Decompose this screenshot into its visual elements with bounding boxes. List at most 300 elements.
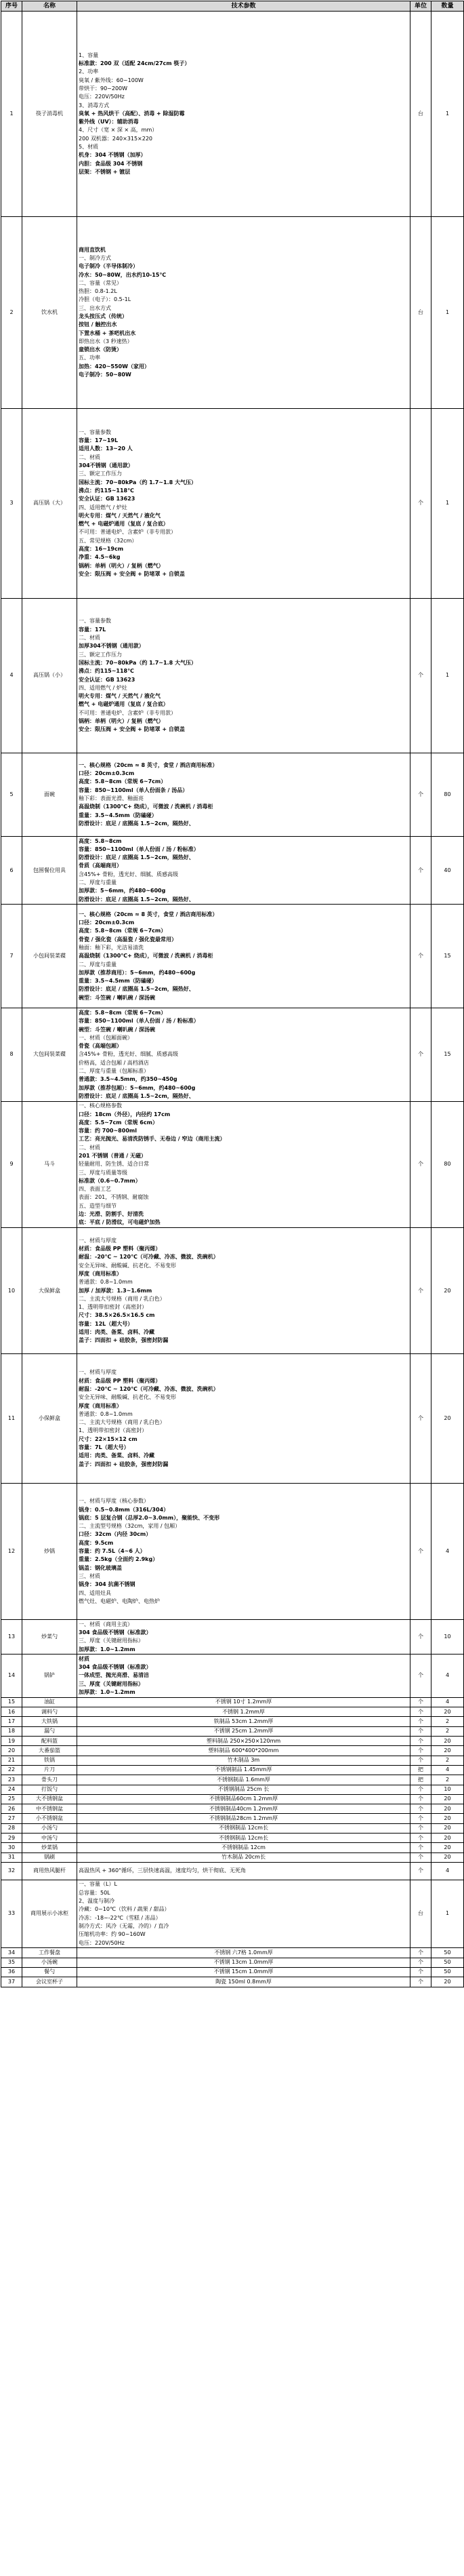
spec-line: 锅柄：单柄（明火）/ 复柄（燃气） xyxy=(79,562,164,569)
row-unit: 个 xyxy=(410,1862,431,1880)
row-no: 20 xyxy=(1,1746,22,1756)
row-spec xyxy=(77,599,410,753)
spec-line: 适用：肉类、备菜、卤料、冷藏 xyxy=(79,1452,154,1459)
spec-line: 层架：不锈钢 + 镀层 xyxy=(79,168,131,175)
row-qty: 50 xyxy=(431,1958,464,1967)
spec-line: 不锈钢制品 25cm 长 xyxy=(217,1786,270,1793)
row-no: 34 xyxy=(1,1948,22,1958)
row-name: 炒菜勺 xyxy=(22,1620,77,1654)
row-no: 10 xyxy=(1,1228,22,1354)
spec-line: 二、材质 xyxy=(79,1144,100,1151)
row-spec xyxy=(77,1654,410,1698)
row-unit: 个 xyxy=(410,409,431,599)
spec-line: 电压：220V/50Hz xyxy=(79,1939,125,1946)
spec-line: 三、额定工作压力 xyxy=(79,471,122,477)
row-spec xyxy=(77,1008,410,1101)
spec-line: 材质：食品级 PP 塑料（聚丙烯） xyxy=(79,1246,161,1252)
row-spec xyxy=(77,217,410,409)
row-qty: 1 xyxy=(431,217,464,409)
row-qty: 20 xyxy=(431,1737,464,1746)
row-no: 32 xyxy=(1,1862,22,1880)
spec-line: 一、材质与厚度 xyxy=(79,1237,117,1244)
spec-line: 价格高，适合包厢 / 高档酒店 xyxy=(79,1059,149,1066)
row-qty: 2 xyxy=(431,1726,464,1736)
spec-line: 高度：5.8~8cm（常规 6~7cm） xyxy=(79,778,167,785)
spec-line: 燃气灶、电磁炉、电陶炉、电热炉 xyxy=(79,1598,160,1604)
row-name: 饮水机 xyxy=(22,217,77,409)
row-unit: 个 xyxy=(410,1737,431,1746)
row-spec xyxy=(77,1228,410,1354)
row-spec xyxy=(77,1775,410,1785)
row-qty: 20 xyxy=(431,1746,464,1756)
spec-line: 高温热风 + 360°循环，三层快速高温，速度均匀，烘干彻底、无死角 xyxy=(79,1867,247,1874)
row-qty: 1 xyxy=(431,1880,464,1947)
spec-line: 冷藏：0~10℃（饮料 / 蔬果 / 甜品） xyxy=(79,1906,170,1913)
spec-line: 明火专用：煤气 / 天然气 / 液化气 xyxy=(79,693,161,700)
row-spec xyxy=(77,753,410,837)
row-qty: 80 xyxy=(431,1101,464,1228)
row-unit: 台 xyxy=(410,12,431,217)
spec-line: 四、适用燃气 / 炉灶 xyxy=(79,504,127,511)
table-row xyxy=(1,1620,464,1654)
spec-line: 5、材质 xyxy=(79,144,99,151)
row-qty: 20 xyxy=(431,1794,464,1804)
spec-line: 容量：12L（超大号） xyxy=(79,1320,133,1327)
row-name: 中汤勺 xyxy=(22,1834,77,1843)
spec-line: 不锈钢制品 1.45mm厚 xyxy=(215,1766,272,1773)
row-spec xyxy=(77,1958,410,1967)
spec-line: 不锈钢制品 1.6mm厚 xyxy=(217,1776,270,1783)
row-no: 1 xyxy=(1,12,22,217)
row-spec xyxy=(77,1101,410,1228)
spec-line: 标准款（0.6~0.7mm） xyxy=(79,1177,141,1184)
row-no: 25 xyxy=(1,1794,22,1804)
row-name: 配料篮 xyxy=(22,1737,77,1746)
spec-line: 适用：肉类、备菜、卤料、冷藏 xyxy=(79,1329,154,1336)
spec-line: 锅身：0.5~0.8mm（316L/304） xyxy=(79,1506,169,1513)
spec-line: 一、材质与厚度 xyxy=(79,1369,117,1376)
table-row xyxy=(1,1484,464,1620)
row-name: 小包间装菜碟 xyxy=(22,905,77,1008)
row-no: 12 xyxy=(1,1484,22,1620)
spec-line: 容量：约 700~800ml xyxy=(79,1128,137,1134)
row-spec xyxy=(77,1967,410,1977)
row-spec xyxy=(77,1697,410,1707)
row-no: 2 xyxy=(1,217,22,409)
spec-line: 尺寸：22×15×12 cm xyxy=(79,1435,138,1442)
spec-line: 防滑设计：底足 / 底圈高 1.5~2cm，隔热好、 xyxy=(79,1092,194,1099)
spec-line: 五、常见规格（32cm） xyxy=(79,537,138,544)
table-row xyxy=(1,1765,464,1775)
spec-line: 厚度（商用标准） xyxy=(79,1270,122,1277)
spec-line: 1、容量 xyxy=(79,52,99,58)
row-qty: 4 xyxy=(431,1697,464,1707)
table-row xyxy=(1,1794,464,1804)
spec-line: 燃气 + 电磁炉通用（复底 / 复合底） xyxy=(79,521,169,528)
row-no: 29 xyxy=(1,1834,22,1843)
row-name: 大不锈钢盆 xyxy=(22,1794,77,1804)
row-no: 19 xyxy=(1,1737,22,1746)
spec-line: 冷水：50~80W，出水约10-15℃ xyxy=(79,271,167,278)
spec-line: 下置水桶 + 茶吧机出水 xyxy=(79,330,136,336)
row-spec xyxy=(77,1794,410,1804)
spec-line: 一、制冷方式 xyxy=(79,254,111,261)
spec-line: 安全认证：GB 13623 xyxy=(79,676,135,683)
spec-line: 高温烧制（1300℃+ 烧成），可微波 / 洗碗机 / 消毒柜 xyxy=(79,953,213,959)
spec-line: 高度：5.8~8cm（常规 6~7cm） xyxy=(79,928,167,934)
spec-line: 不锈钢制品40cm 1.2mm厚 xyxy=(209,1805,278,1812)
table-row xyxy=(1,1746,464,1756)
spec-line: 锅柄：单柄（明火）/ 复柄（燃气） xyxy=(79,717,164,724)
row-unit: 个 xyxy=(410,1852,431,1862)
spec-line: 加厚 / 加厚款：1.3~1.6mm xyxy=(79,1287,152,1294)
spec-line: 二、材质 xyxy=(79,454,100,460)
row-unit: 个 xyxy=(410,1823,431,1833)
row-name: 工作餐盘 xyxy=(22,1948,77,1958)
row-unit: 个 xyxy=(410,1707,431,1717)
row-name: 漏勺 xyxy=(22,1726,77,1736)
row-unit: 个 xyxy=(410,753,431,837)
table-row xyxy=(1,1958,464,1967)
spec-line: 即热出水（3 秒速热） xyxy=(79,338,133,344)
spec-line: 加厚款：1.0~1.2mm xyxy=(79,1689,135,1696)
spec-line: 国标主流：70~80kPa（约 1.7~1.8 大气压） xyxy=(79,479,196,486)
table-row xyxy=(1,1228,464,1354)
row-spec xyxy=(77,837,410,905)
table-row xyxy=(1,1967,464,1977)
table-row xyxy=(1,599,464,753)
spec-line: 塑料制品 250×250×120mm xyxy=(206,1737,281,1744)
spec-line: 碗型：斗笠碗 / 喇叭碗 / 深汤碗 xyxy=(79,1026,155,1033)
spec-line: 四、适用燃气 / 炉灶 xyxy=(79,684,127,691)
row-no: 37 xyxy=(1,1977,22,1987)
spec-line: 一、容量参数 xyxy=(79,618,111,625)
row-qty: 1 xyxy=(431,409,464,599)
row-name: 锅铲 xyxy=(22,1654,77,1698)
spec-line: 陶瓷 150ml 0.8mm厚 xyxy=(215,1978,272,1985)
row-no: 16 xyxy=(1,1707,22,1717)
row-name: 商用热风腿杆 xyxy=(22,1862,77,1880)
row-qty: 20 xyxy=(431,1977,464,1987)
row-name: 高压锅（小） xyxy=(22,599,77,753)
spec-line: 304不锈钢（通用款） xyxy=(79,462,133,469)
row-unit: 个 xyxy=(410,1228,431,1354)
spec-line: 安全：限压阀 + 安全阀 + 防堵罩 + 自锁盖 xyxy=(79,570,185,577)
row-unit: 个 xyxy=(410,1008,431,1101)
spec-line: 二、主流型号规格（32cm，家用 / 包厢） xyxy=(79,1523,181,1530)
row-spec xyxy=(77,1804,410,1814)
spec-line: 防滑设计：底足 / 底圈高 1.5~2cm，隔热好、 xyxy=(79,854,194,861)
spec-line: 加厚款（推荐商用）：5~6mm，约480~600g xyxy=(79,969,196,976)
row-qty: 2 xyxy=(431,1756,464,1765)
spec-line: 按钮 / 触控出水 xyxy=(79,321,117,328)
spec-line: 紫外线（UV）：辅助消毒 xyxy=(79,119,139,125)
spec-line: 不可用：普通电炉、含素炉（非专用款） xyxy=(79,529,176,536)
spec-line: 不锈钢 25cm 1.2mm厚 xyxy=(213,1728,274,1735)
row-no: 27 xyxy=(1,1814,22,1823)
spec-line: 碗型：斗笠碗 / 喇叭碗 / 深汤碗 xyxy=(79,994,155,1001)
spec-line: 盖子：四面扣 + 硅胶条，强密封防漏 xyxy=(79,1461,169,1467)
table-row xyxy=(1,1948,464,1958)
row-no: 26 xyxy=(1,1804,22,1814)
spec-line: 釉下彩：表面光滑、釉面亮 xyxy=(79,795,144,801)
table-row xyxy=(1,1785,464,1794)
spec-line: 三、厚度（关键耐用指标） xyxy=(79,1638,144,1644)
spec-line: 二、主流大号规格（商用 / 乳白色） xyxy=(79,1295,165,1302)
row-name: 大保鲜盒 xyxy=(22,1228,77,1354)
row-name: 炒锅 xyxy=(22,1484,77,1620)
spec-line: 一、容量参数 xyxy=(79,429,111,435)
row-name: 高压锅（大） xyxy=(22,409,77,599)
row-no: 3 xyxy=(1,409,22,599)
spec-line: 一体成型、抛光亮滑、易清洁 xyxy=(79,1672,149,1679)
table-row xyxy=(1,1880,464,1947)
spec-line: 安全无异味、耐酸碱、抗老化、不易变形 xyxy=(79,1394,176,1401)
table-row xyxy=(1,1101,464,1228)
row-qty: 20 xyxy=(431,1843,464,1852)
spec-line: 加热：420~550W（家用） xyxy=(79,363,150,370)
spec-line: 制冷方式：风冷（无霜，冷的）/ 直冷 xyxy=(79,1922,169,1929)
spec-line: 201 不锈钢（普通 / 无磁） xyxy=(79,1152,146,1159)
spec-line: 不锈钢制品28cm 1.2mm厚 xyxy=(209,1815,278,1821)
row-name: 大包间装菜碟 xyxy=(22,1008,77,1101)
table-row xyxy=(1,1852,464,1862)
spec-line: 防滑设计：底足 / 底圈高 1.5~2cm，隔热好、 xyxy=(79,986,194,993)
spec-line: 轻量耐用、防生锈、适合日常 xyxy=(79,1161,149,1168)
spec-line: 4、尺寸（宽 × 深 × 高，mm） xyxy=(79,127,158,134)
spec-line: 竹木制品 3m xyxy=(227,1757,260,1764)
spec-line: 三、额定工作压力 xyxy=(79,651,122,658)
spec-line: 二、厚度与重量（包厢标准） xyxy=(79,1067,149,1074)
row-no: 7 xyxy=(1,905,22,1008)
spec-line: 不锈钢 15cm 1.0mm厚 xyxy=(213,1968,274,1975)
spec-line: 机身：304 不锈钢（加厚） xyxy=(79,152,146,159)
header-qty: 数量 xyxy=(431,1,464,12)
row-qty: 20 xyxy=(431,1834,464,1843)
spec-line: 一、材质（包厢面碗） xyxy=(79,1034,133,1041)
row-unit: 个 xyxy=(410,1977,431,1987)
row-spec xyxy=(77,12,410,217)
row-spec xyxy=(77,409,410,599)
row-unit: 个 xyxy=(410,1814,431,1823)
row-no: 17 xyxy=(1,1717,22,1726)
spec-line: 一、核心规格（20cm ≈ 8 英寸，食堂 / 酒店商用标准） xyxy=(79,761,218,768)
spec-line: 含45%+ 骨粉，透光好、细腻、质感高级 xyxy=(79,871,179,877)
row-qty: 10 xyxy=(431,1785,464,1794)
spec-line: 不锈钢制品 12cm xyxy=(222,1844,266,1850)
row-unit: 把 xyxy=(410,1765,431,1775)
row-spec xyxy=(77,1765,410,1775)
row-spec xyxy=(77,1948,410,1958)
row-name: 大番茄篮 xyxy=(22,1746,77,1756)
row-qty: 1 xyxy=(431,12,464,217)
row-qty: 20 xyxy=(431,1804,464,1814)
row-unit: 台 xyxy=(410,217,431,409)
row-no: 23 xyxy=(1,1775,22,1785)
row-name: 中不锈钢盆 xyxy=(22,1804,77,1814)
row-no: 22 xyxy=(1,1765,22,1775)
table-row xyxy=(1,1804,464,1814)
spec-line: 容量：850~1100ml（单人份面 / 汤 / 粉标准） xyxy=(79,1018,199,1025)
spec-line: 口径：18cm（外径），内径约 17cm xyxy=(79,1111,171,1117)
spec-line: 加厚款（推荐包厢）：5~6mm，约480~600g xyxy=(79,1084,196,1091)
spec-line: 1、透明带扣密封（高密封） xyxy=(79,1427,148,1434)
spec-line: 不可用：普通电炉、含素炉（非专用款） xyxy=(79,709,176,716)
spec-line: 加厚款：5~6mm，约480~600g xyxy=(79,888,166,894)
spec-line: 四、适用灶具 xyxy=(79,1589,111,1596)
spec-line: 安全认证：GB 13623 xyxy=(79,496,135,502)
row-name: 小保鲜盒 xyxy=(22,1354,77,1484)
spec-line: 五、造型与细节 xyxy=(79,1202,117,1209)
row-spec xyxy=(77,1880,410,1947)
row-qty: 20 xyxy=(431,1354,464,1484)
spec-line: 口径：32cm（内径 30cm） xyxy=(79,1531,152,1538)
spec-line: 普通款：0.8~1.0mm xyxy=(79,1279,133,1286)
spec-line: 一、容量（L）L xyxy=(79,1881,117,1888)
spec-line: 耐温：-20℃ ~ 120℃（可冷藏、冷冻、微波、洗碗机） xyxy=(79,1386,219,1392)
spec-line: 二、厚度与重量 xyxy=(79,879,117,886)
spec-line: 尺寸：38.5×26.5×16.5 cm xyxy=(79,1312,155,1319)
spec-line: 边：光滑、防割手、好清洗 xyxy=(79,1211,144,1218)
row-unit: 个 xyxy=(410,1958,431,1967)
spec-line: 底：平底 / 防滑纹，可电磁炉加热 xyxy=(79,1219,161,1226)
spec-line: 重量：2.5kg（全面约 2.9kg） xyxy=(79,1556,159,1563)
row-name: 铁锅 xyxy=(22,1756,77,1765)
table-row xyxy=(1,1707,464,1717)
row-no: 36 xyxy=(1,1967,22,1977)
row-qty: 40 xyxy=(431,837,464,905)
spec-line: 容量：850~1100ml（单人份面 / 汤 / 粉标准） xyxy=(79,846,199,852)
row-unit: 个 xyxy=(410,1654,431,1698)
table-row xyxy=(1,905,464,1008)
spec-line: 锅盖：钢化玻璃盖 xyxy=(79,1564,122,1571)
spec-line: 锅身：304 抗菌不锈钢 xyxy=(79,1581,135,1588)
spec-line: 高温烧制（1300℃+ 烧成），可微波 / 洗碗机 / 消毒柜 xyxy=(79,804,213,810)
table-row xyxy=(1,753,464,837)
row-qty: 2 xyxy=(431,1717,464,1726)
spec-line: 高度：5.8~8cm（常规 6~7cm） xyxy=(79,1009,167,1016)
spec-line: 高度：5.8~8cm xyxy=(79,837,122,844)
table-row xyxy=(1,1862,464,1880)
row-name: 小不锈钢盆 xyxy=(22,1814,77,1823)
row-spec xyxy=(77,1707,410,1717)
row-unit: 个 xyxy=(410,599,431,753)
spec-line: 冷冻：-18~-22℃（雪糕 / 冻品） xyxy=(79,1914,161,1921)
header-spec: 技术参数 xyxy=(77,1,410,12)
spec-line: 不锈钢制品 12cm长 xyxy=(219,1825,268,1831)
spec-line: 三、厚度（关键耐用指标） xyxy=(79,1680,144,1687)
spec-line: 厚度（商用标准） xyxy=(79,1402,122,1409)
row-no: 31 xyxy=(1,1852,22,1862)
table-row xyxy=(1,1008,464,1101)
row-spec xyxy=(77,1834,410,1843)
spec-line: 一、材质（商用主流） xyxy=(79,1621,133,1627)
header-no: 序号 xyxy=(1,1,22,12)
row-qty: 20 xyxy=(431,1852,464,1862)
spec-line: 普通款：0.8~1.0mm xyxy=(79,1410,133,1417)
row-name: 商用展示小冰柜 xyxy=(22,1880,77,1947)
spec-line: 竹木制品 20cm长 xyxy=(222,1854,266,1861)
row-spec xyxy=(77,1717,410,1726)
spec-line: 二、材质 xyxy=(79,635,100,641)
spec-line: 容量：17~19L xyxy=(79,437,119,444)
row-qty: 4 xyxy=(431,1765,464,1775)
row-spec xyxy=(77,1785,410,1794)
row-no: 6 xyxy=(1,837,22,905)
spec-line: 普通款：3.5~4.5mm，约350~450g xyxy=(79,1076,177,1083)
row-unit: 台 xyxy=(410,1880,431,1947)
row-spec xyxy=(77,905,410,1008)
row-no: 35 xyxy=(1,1958,22,1967)
row-qty: 50 xyxy=(431,1948,464,1958)
table-row xyxy=(1,1843,464,1852)
spec-line: 电子制冷：50~80W xyxy=(79,372,131,378)
spec-line: 不锈钢 13cm 1.0mm厚 xyxy=(213,1959,274,1966)
row-name: 餐勺 xyxy=(22,1967,77,1977)
spec-line: 塑料制品 600*400*200mm xyxy=(208,1747,279,1753)
spec-line: 高度：16~19cm xyxy=(79,545,124,552)
row-name: 包围餐位用具 xyxy=(22,837,77,905)
spec-line: 材质：食品级 PP 塑料（聚丙烯） xyxy=(79,1377,161,1384)
spec-line: 二、主流大号规格（商用 / 乳白色） xyxy=(79,1419,165,1426)
row-spec xyxy=(77,1484,410,1620)
spec-line: 不锈钢制品 12cm长 xyxy=(219,1834,268,1841)
row-no: 33 xyxy=(1,1880,22,1947)
spec-line: 一、核心规格（20cm ≈ 8 英寸，食堂 / 酒店商用标准） xyxy=(79,911,218,917)
spec-line: 2、功率 xyxy=(79,68,99,75)
row-qty: 15 xyxy=(431,1008,464,1101)
spec-line: 适用人数：13~20 人 xyxy=(79,445,133,452)
row-no: 30 xyxy=(1,1843,22,1852)
spec-line: 釉面：釉下彩，光洁易清洗 xyxy=(79,944,144,951)
spec-line: 1、透明带扣密封（高密封） xyxy=(79,1304,148,1311)
table-row xyxy=(1,217,464,409)
table-row xyxy=(1,1717,464,1726)
table-row xyxy=(1,837,464,905)
row-qty: 15 xyxy=(431,905,464,1008)
table-row xyxy=(1,1354,464,1484)
row-unit: 个 xyxy=(410,1717,431,1726)
spec-line: 口径：20cm±0.3cm xyxy=(79,770,135,777)
row-no: 8 xyxy=(1,1008,22,1101)
table-row xyxy=(1,1697,464,1707)
spec-line: 冷胆（电子）：0.5-1L xyxy=(79,296,131,303)
row-no: 28 xyxy=(1,1823,22,1833)
row-spec xyxy=(77,1737,410,1746)
spec-line: 总容量：50L xyxy=(79,1889,110,1896)
spec-line: 三、厚度与质量等级 xyxy=(79,1169,127,1176)
row-name: 调料勺 xyxy=(22,1707,77,1717)
table-body xyxy=(1,12,464,1987)
spec-line: 加厚款：1.0~1.2mm xyxy=(79,1646,135,1652)
row-name: 小汤碗 xyxy=(22,1958,77,1967)
spec-line: 容量：17L xyxy=(79,626,106,633)
spec-line: 沸点：约115~118℃ xyxy=(79,487,134,494)
spec-line: 安全：限压阀 + 安全阀 + 防堵罩 + 自锁盖 xyxy=(79,726,185,733)
row-qty: 20 xyxy=(431,1823,464,1833)
table-row xyxy=(1,1756,464,1765)
row-qty: 4 xyxy=(431,1484,464,1620)
row-name: 大铁锅 xyxy=(22,1717,77,1726)
row-unit: 个 xyxy=(410,1484,431,1620)
table-row xyxy=(1,1834,464,1843)
row-qty: 50 xyxy=(431,1967,464,1977)
header-unit: 单位 xyxy=(410,1,431,12)
row-no: 14 xyxy=(1,1654,22,1698)
row-name: 炒菜锅 xyxy=(22,1843,77,1852)
row-spec xyxy=(77,1620,410,1654)
row-no: 9 xyxy=(1,1101,22,1228)
